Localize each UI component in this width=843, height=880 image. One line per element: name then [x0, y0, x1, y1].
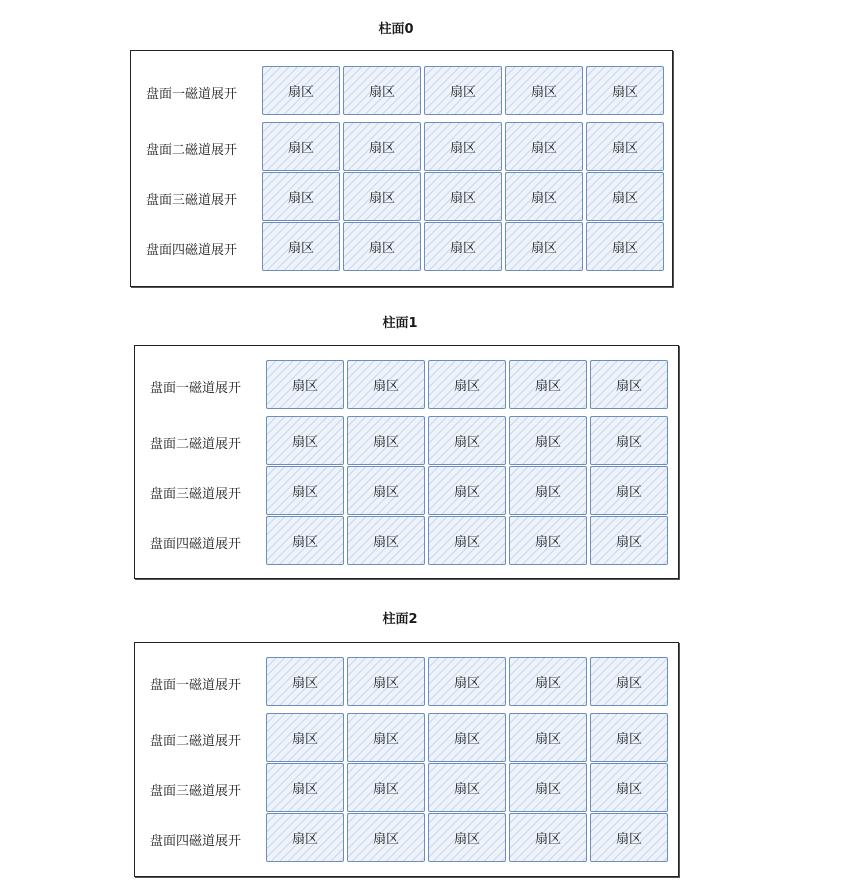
- sector-cell: 扇区: [347, 516, 425, 565]
- sector-cell: 扇区: [590, 466, 668, 515]
- sector-cell: 扇区: [262, 122, 340, 171]
- track-label: 盘面三磁道展开: [150, 783, 242, 799]
- sector-cell: 扇区: [509, 763, 587, 812]
- sector-cell: 扇区: [347, 360, 425, 409]
- sector-cell: 扇区: [509, 713, 587, 762]
- sector-cell: 扇区: [590, 657, 668, 706]
- track-label: 盘面一磁道展开: [150, 677, 242, 693]
- sector-cell: 扇区: [509, 516, 587, 565]
- sector-cell: 扇区: [586, 222, 664, 271]
- sector-cell: 扇区: [266, 763, 344, 812]
- cylinder-title: 柱面1: [382, 316, 418, 331]
- track-label: 盘面四磁道展开: [146, 242, 238, 258]
- sector-cell: 扇区: [586, 172, 664, 221]
- sector-cell: 扇区: [505, 66, 583, 115]
- sector-cell: 扇区: [590, 516, 668, 565]
- sector-cell: 扇区: [428, 416, 506, 465]
- sector-cell: 扇区: [586, 122, 664, 171]
- track-label: 盘面一磁道展开: [150, 380, 242, 396]
- sector-cell: 扇区: [428, 466, 506, 515]
- sector-cell: 扇区: [509, 813, 587, 862]
- sector-cell: 扇区: [343, 172, 421, 221]
- sector-cell: 扇区: [590, 360, 668, 409]
- sector-cell: 扇区: [347, 416, 425, 465]
- track-label: 盘面二磁道展开: [146, 142, 238, 158]
- track-label: 盘面四磁道展开: [150, 536, 242, 552]
- sector-cell: 扇区: [590, 713, 668, 762]
- sector-cell: 扇区: [428, 360, 506, 409]
- sector-cell: 扇区: [266, 657, 344, 706]
- sector-cell: 扇区: [505, 122, 583, 171]
- sector-cell: 扇区: [343, 66, 421, 115]
- sector-cell: 扇区: [262, 172, 340, 221]
- sector-cell: 扇区: [343, 222, 421, 271]
- sector-cell: 扇区: [509, 416, 587, 465]
- track-label: 盘面三磁道展开: [150, 486, 242, 502]
- sector-cell: 扇区: [505, 172, 583, 221]
- sector-cell: 扇区: [266, 360, 344, 409]
- sector-cell: 扇区: [509, 657, 587, 706]
- sector-cell: 扇区: [424, 222, 502, 271]
- sector-cell: 扇区: [266, 713, 344, 762]
- sector-cell: 扇区: [343, 122, 421, 171]
- sector-cell: 扇区: [347, 657, 425, 706]
- sector-cell: 扇区: [262, 66, 340, 115]
- sector-cell: 扇区: [590, 813, 668, 862]
- sector-cell: 扇区: [509, 360, 587, 409]
- sector-cell: 扇区: [428, 813, 506, 862]
- sector-cell: 扇区: [424, 66, 502, 115]
- track-label: 盘面三磁道展开: [146, 192, 238, 208]
- sector-cell: 扇区: [347, 713, 425, 762]
- sector-cell: 扇区: [590, 763, 668, 812]
- track-label: 盘面二磁道展开: [150, 436, 242, 452]
- sector-cell: 扇区: [590, 416, 668, 465]
- sector-cell: 扇区: [424, 122, 502, 171]
- cylinder-title: 柱面2: [382, 612, 418, 627]
- sector-cell: 扇区: [586, 66, 664, 115]
- sector-cell: 扇区: [262, 222, 340, 271]
- sector-cell: 扇区: [266, 416, 344, 465]
- sector-cell: 扇区: [266, 813, 344, 862]
- sector-cell: 扇区: [505, 222, 583, 271]
- sector-cell: 扇区: [509, 466, 587, 515]
- cylinder-title: 柱面0: [378, 22, 414, 37]
- sector-cell: 扇区: [347, 763, 425, 812]
- track-label: 盘面一磁道展开: [146, 86, 238, 102]
- sector-cell: 扇区: [347, 813, 425, 862]
- sector-cell: 扇区: [428, 657, 506, 706]
- sector-cell: 扇区: [266, 466, 344, 515]
- sector-cell: 扇区: [424, 172, 502, 221]
- track-label: 盘面二磁道展开: [150, 733, 242, 749]
- track-label: 盘面四磁道展开: [150, 833, 242, 849]
- sector-cell: 扇区: [347, 466, 425, 515]
- sector-cell: 扇区: [266, 516, 344, 565]
- sector-cell: 扇区: [428, 713, 506, 762]
- sector-cell: 扇区: [428, 516, 506, 565]
- sector-cell: 扇区: [428, 763, 506, 812]
